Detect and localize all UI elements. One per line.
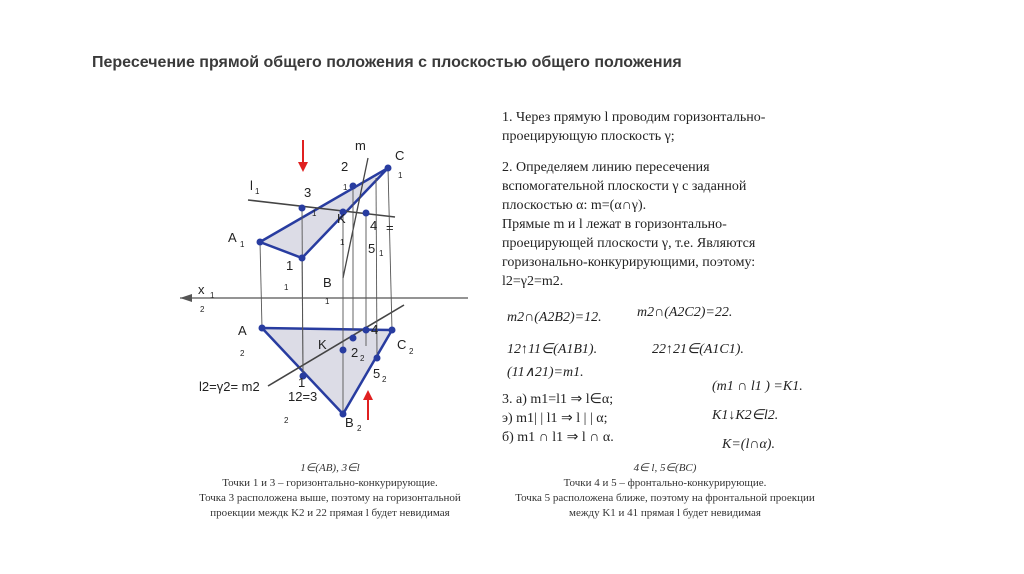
svg-text:2: 2 <box>409 347 414 356</box>
label-l1: l <box>250 178 253 193</box>
step-1: 1. Через прямую l проводим горизонтально- проецирующую плоскость γ; <box>502 110 766 144</box>
label-m: m <box>355 138 366 153</box>
svg-text:1: 1 <box>340 238 345 247</box>
step-2: 2. Определяем линию пересечения вспомогательной плоскости γ с заданной плоскостью α: m=(α∩γ). Прямые m и l лежат в горизонтально- проецирующей плоскости γ, т.е. Являются горизонально-конкурирующими, поэтому: l2=γ2=m2. <box>502 160 756 289</box>
caption-left: 1∈(AB), 3∈l Точки 1 и 3 – горизонтально-конкурирующие. Точка 3 расположена выше, поэтому на горизонтальной проекции междк K2 и 22 прямая l будет невидимая <box>199 462 461 519</box>
label-4-2: 4 <box>371 322 379 337</box>
label-C1: C <box>395 148 405 163</box>
label-A1: A <box>228 230 237 245</box>
svg-text:1: 1 <box>210 291 215 300</box>
svg-text:2: 2 <box>200 305 205 314</box>
formula-12: 12↑11∈(A1B1). <box>507 342 598 357</box>
label-2-2: 2 <box>351 345 359 360</box>
svg-text:1: 1 <box>325 297 330 306</box>
svg-text:1: 1 <box>379 249 384 258</box>
formula-22: 22↑21∈(A1C1). <box>652 342 744 357</box>
formula-m2-ac: m2∩(A2C2)=22. <box>637 305 733 320</box>
svg-text:1: 1 <box>240 240 245 249</box>
label-1-1: 1 <box>286 258 294 273</box>
label-5-1: 5 <box>368 241 376 256</box>
svg-text:2: 2 <box>284 416 289 425</box>
slide-title: Пересечение прямой общего положения с плоскостью общего положения <box>92 54 682 71</box>
formula-line: (11∧21)=m1. <box>507 365 584 380</box>
label-K1: K <box>337 211 346 226</box>
label-5-2: 5 <box>373 366 381 381</box>
svg-text:=: = <box>386 220 394 235</box>
label-x: x <box>198 282 205 297</box>
step-3: 3. а) m1=l1 ⇒ l∈α; э) m1| | l1 ⇒ l | | α; б) m1 ∩ l1 ⇒ l ∩ α. <box>502 392 614 445</box>
svg-text:2: 2 <box>357 424 362 433</box>
axis-arrow <box>180 294 192 302</box>
svg-text:2: 2 <box>360 354 365 363</box>
label-B2: B <box>345 415 354 430</box>
svg-text:1: 1 <box>284 283 289 292</box>
label-C2: C <box>397 337 407 352</box>
label-A2: A <box>238 323 247 338</box>
formula-k1: (m1 ∩ l1 ) =K1. <box>712 379 803 394</box>
label-3-1: 3 <box>304 185 312 200</box>
svg-text:2: 2 <box>240 349 245 358</box>
svg-text:1: 1 <box>255 187 260 196</box>
caption-right: 4∈ l, 5∈(BC) Точки 4 и 5 – фронтально-конкурирующие. Точка 5 расположена ближе, поэтому на фронтальной проекции между K1 и 41 прямая l будет невидимая <box>515 462 815 519</box>
formula-k1k2: K1↓K2∈l2. <box>712 408 779 423</box>
label-2-1: 2 <box>341 159 349 174</box>
formula-k: K=(l∩α). <box>722 437 775 452</box>
svg-text:1: 1 <box>312 209 317 218</box>
label-B1: B <box>323 275 332 290</box>
label-l2-formula: l2=γ2= m2 <box>199 379 260 394</box>
svg-text:1: 1 <box>398 171 403 180</box>
label-12-3: 12=3 <box>288 389 318 404</box>
svg-text:2: 2 <box>382 375 387 384</box>
label-1-2: 1 <box>298 375 306 390</box>
svg-text:1: 1 <box>343 183 348 192</box>
label-4-1: 4 <box>370 218 378 233</box>
line-m1 <box>343 158 368 278</box>
formula-m2-ab: m2∩(A2B2)=12. <box>507 310 602 325</box>
label-K2: K <box>318 337 327 352</box>
